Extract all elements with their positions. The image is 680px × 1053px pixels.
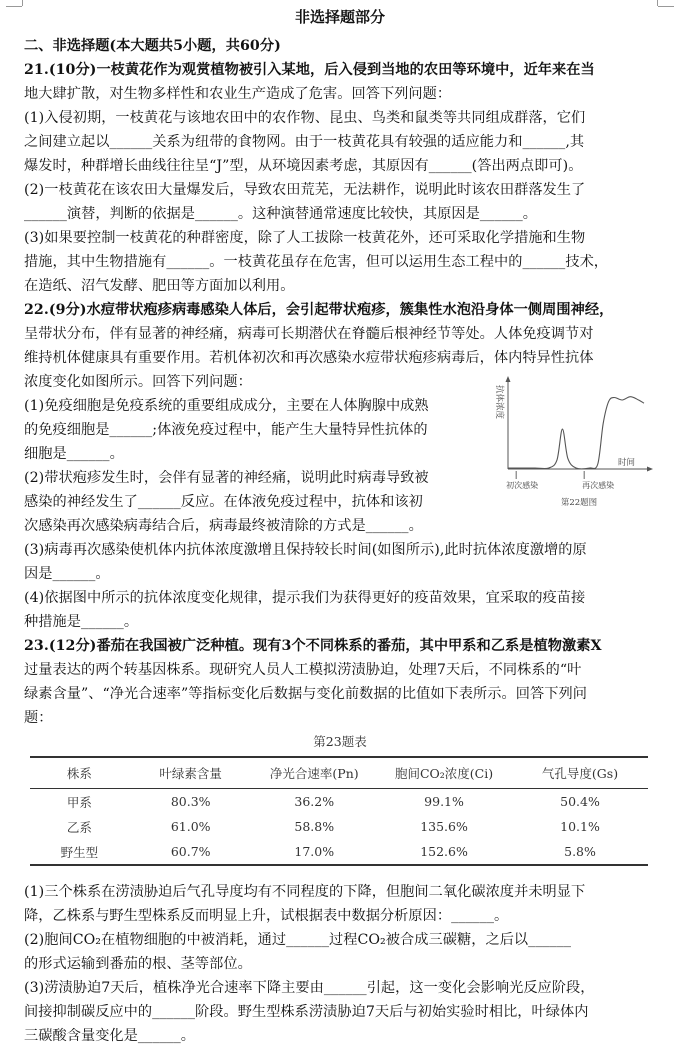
table-header: 株系: [66, 766, 92, 781]
data-table: [30, 756, 648, 866]
q22-line: 22.(9分)水痘带状疱疹病毒感染人体后，会引起带状疱疹，簇集性水泡沿身体一侧周围神经，: [24, 302, 614, 318]
q21-line: (2)一枝黄花在该农田大量爆发后，导致农田荒芜，无法耕作，说明此时该农田群落发生了: [24, 182, 586, 198]
q23-line: (2)胞间CO₂在植物细胞的中被消耗，通过______过程CO₂被合成三碳糖，之后以______: [24, 932, 572, 948]
section-title: 二、非选择题(本大题共5小题，共60分): [24, 38, 281, 54]
table-cell: 甲系: [66, 794, 92, 810]
page-heading: 非选择题部分: [294, 8, 385, 26]
q22-side-line: (2)带状疱疹发生时，会伴有显著的神经痛，说明此时病毒导致被: [24, 470, 429, 486]
marker-label-first: 初次感染: [506, 481, 539, 490]
table-row: [30, 814, 648, 839]
x-axis-arrow: [647, 467, 653, 472]
q22-line: 种措施是______。: [24, 614, 139, 630]
table-header: 气孔导度(Gs): [541, 766, 619, 781]
antibody-chart: [484, 373, 656, 513]
table-cell: 135.6%: [420, 819, 468, 834]
figure-caption: 第22题图: [560, 498, 598, 508]
table-cell: 5.8%: [564, 844, 596, 859]
q23-line: (3)涝渍胁迫7天后，植株净光合速率下降主要由______引起，这一变化会影响光反应阶段，: [24, 980, 595, 996]
table-row: [30, 839, 648, 865]
q22-side-line: 细胞是______。: [24, 446, 124, 462]
x-axis-label: 时间: [618, 458, 636, 468]
table-cell: 野生型: [60, 844, 99, 860]
q22-side-line: 的免疫细胞是______;体液免疫过程中，能产生大量特异性抗体的: [24, 422, 428, 438]
q23-line: 降，乙株系与野生型株系反而明显上升，试根据表中数据分析原因：______。: [24, 908, 509, 924]
q21-line: 措施，其中生物措施有______。一枝黄花虽存在危害，但可以运用生态工程中的______技术，: [24, 254, 609, 270]
q23-line: 过量表达的两个转基因株系。现研究人员人工模拟涝渍胁迫，处理7天后，不同株系的“叶: [24, 662, 582, 678]
antibody-chart-svg: [484, 373, 656, 513]
table-header-row: [30, 757, 648, 789]
q21-line: (3)如果要控制一枝黄花的种群密度，除了人工拔除一枝黄花外，还可采取化学措施和生物: [24, 230, 586, 246]
table-cell: 50.4%: [560, 794, 600, 809]
q21-line: 地大肆扩散，对生物多样性和农业生产造成了危害。回答下列问题：: [24, 86, 452, 102]
q23-line: 23.(12分)番茄在我国被广泛种植。现有3个不同株系的番茄，其中甲系和乙系是植物激素X: [24, 638, 602, 654]
q21-line: 之间建立起以______关系为纽带的食物网。由于一枝黄花具有较强的适应能力和______,其: [24, 134, 585, 150]
q23-line: (1)三个株系在涝渍胁迫后气孔导度均有不同程度的下降，但胞间二氧化碳浓度并未明显下: [24, 884, 586, 900]
q21-line: ______演替，判断的依据是______。这种演替通常速度比较快，其原因是______。: [24, 206, 538, 222]
table-cell: 36.2%: [294, 794, 335, 809]
y-axis-label: 抗体浓度: [494, 385, 504, 420]
q22-line: (4)依据图中所示的抗体浓度变化规律，提示我们为获得更好的疫苗效果，宜采取的疫苗接: [24, 590, 586, 606]
table-row: [30, 789, 648, 815]
table-cell: 10.1%: [560, 819, 600, 834]
table-cell: 80.3%: [170, 794, 211, 809]
q22-line: 呈带状分布，伴有显著的神经痛，病毒可长期潜伏在脊髓后根神经节等处。人体免疫调节对: [24, 326, 594, 342]
table-header: 净光合速率(Pn): [269, 766, 359, 781]
y-axis-arrow: [506, 376, 511, 382]
q21-line: 在造纸、沼气发酵、肥田等方面加以利用。: [24, 278, 295, 294]
q23-line: 三碳酸含量变化是______。: [24, 1028, 196, 1044]
q22-side-line: (1)免疫细胞是免疫系统的重要组成成分，主要在人体胸腺中成熟: [24, 398, 429, 414]
q22-side-line: 次感染再次感染病毒结合后，病毒最终被清除的方式是______。: [24, 518, 423, 534]
q22-line: 维持机体健康具有重要作用。若机体初次和再次感染水痘带状疱疹病毒后，体内特异性抗体: [24, 350, 594, 366]
table-header: 叶绿素含量: [159, 766, 222, 781]
q23-line: 的形式运输到番茄的根、茎等部位。: [24, 956, 252, 972]
q21-line: (1)入侵初期，一枝黄花与该地农田中的农作物、昆虫、鸟类和鼠类等共同组成群落，它们: [24, 110, 586, 126]
q22-line: (3)病毒再次感染使机体内抗体浓度激增且保持较长时间(如图所示),此时抗体浓度激增的原: [24, 542, 587, 558]
q22-line: 浓度变化如图所示。回答下列问题：: [24, 374, 252, 390]
q21-line: 21.(10分)一枝黄花作为观赏植物被引入某地，后入侵到当地的农田等环境中，近年来在当: [24, 62, 595, 78]
q22-side-line: 感染的神经发生了______反应。在体液免疫过程中，抗体和该初: [24, 494, 423, 510]
marker-label-second: 再次感染: [582, 481, 615, 490]
q21-line: 爆发时，种群增长曲线往往呈“J”型，从环境因素考虑，其原因有______(答出两点即可)。: [24, 158, 583, 174]
table-cell: 乙系: [66, 819, 92, 835]
table-cell: 58.8%: [294, 819, 335, 834]
table-cell: 17.0%: [294, 844, 335, 859]
q22-line: 因是______。: [24, 566, 110, 582]
q23-line: 绿素含量”、“净光合速率”等指标变化后数据与变化前数据的比值如下表所示。回答下列问: [24, 686, 587, 702]
table-cell: 61.0%: [170, 819, 211, 834]
q23-line: 间接抑制碳反应中的______阶段。野生型株系涝渍胁迫7天后与初始实验时相比，叶绿体内: [24, 1004, 589, 1020]
table-cell: 99.1%: [424, 794, 464, 809]
table-cell: 152.6%: [420, 844, 468, 859]
table-cell: 60.7%: [170, 844, 211, 859]
table-caption: 第23题表: [313, 734, 367, 749]
q23-line: 题：: [24, 710, 53, 726]
table-header: 胞间CO₂浓度(Ci): [394, 766, 494, 781]
